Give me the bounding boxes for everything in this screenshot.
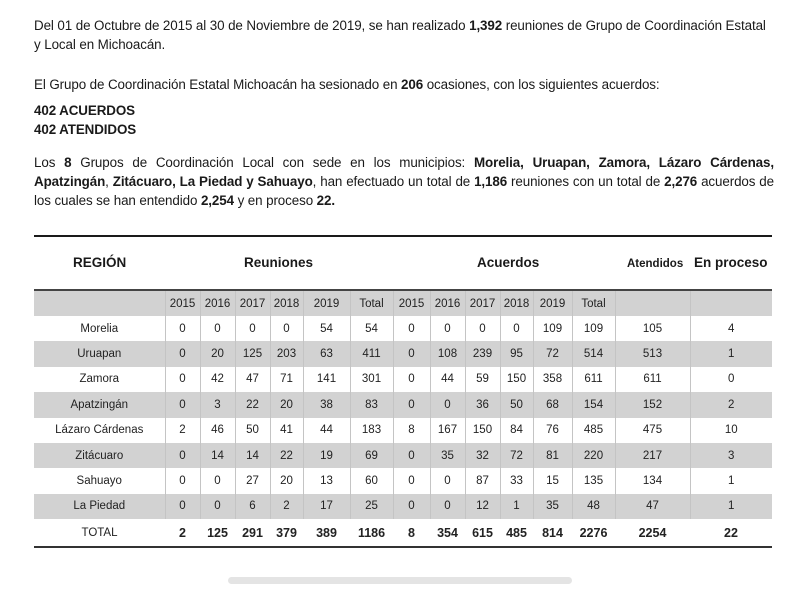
value-cell: 354 (430, 519, 465, 547)
value-cell: 0 (393, 468, 430, 493)
header-reuniones: Reuniones (244, 255, 314, 270)
value-cell: 20 (200, 341, 235, 366)
highlight-text: 2,276 (664, 174, 698, 189)
table-row (34, 316, 772, 341)
value-cell: 358 (533, 367, 572, 392)
value-cell: 14 (200, 443, 235, 468)
value-cell: 125 (235, 341, 270, 366)
value-cell: 84 (500, 418, 533, 443)
text: reuniones con un total de (507, 174, 665, 189)
region-cell: Zamora (34, 367, 165, 392)
value-cell: 0 (270, 316, 303, 341)
value-cell: 291 (235, 519, 270, 547)
value-cell: 36 (465, 392, 500, 417)
value-cell: 50 (500, 392, 533, 417)
value-cell: 2254 (615, 519, 690, 547)
value-cell: 2016 (430, 290, 465, 316)
highlight-text: Morelia, Uruapan, Zamora, Lázaro Cárdenas, Apatzingán (34, 155, 774, 189)
value-cell: 0 (500, 316, 533, 341)
value-cell: 50 (235, 418, 270, 443)
value-cell: 0 (393, 443, 430, 468)
value-cell: 72 (500, 443, 533, 468)
text: ocasiones, con los siguientes acuerdos: (423, 77, 660, 92)
value-cell: 83 (350, 392, 393, 417)
value-cell: 4 (690, 316, 772, 341)
value-cell: 2 (165, 519, 200, 547)
value-cell: 125 (200, 519, 235, 547)
table-subheader-row (34, 290, 772, 316)
value-cell: 411 (350, 341, 393, 366)
value-cell: 0 (165, 443, 200, 468)
acuerdos-count: 402 ACUERDOS (34, 103, 135, 118)
value-cell: 33 (500, 468, 533, 493)
value-cell: 47 (235, 367, 270, 392)
text: Los (34, 155, 65, 170)
value-cell: 0 (430, 468, 465, 493)
value-cell: 301 (350, 367, 393, 392)
value-cell: 81 (533, 443, 572, 468)
value-cell: 0 (430, 392, 465, 417)
value-cell: 76 (533, 418, 572, 443)
value-cell: 108 (430, 341, 465, 366)
region-cell: Uruapan (34, 341, 165, 366)
intro-paragraph-total-meetings (34, 16, 774, 54)
value-cell: 514 (572, 341, 615, 366)
value-cell: 0 (393, 367, 430, 392)
value-cell: 13 (303, 468, 350, 493)
value-cell: 44 (430, 367, 465, 392)
value-cell: 2018 (270, 290, 303, 316)
value-cell: 2016 (200, 290, 235, 316)
value-cell: 44 (303, 418, 350, 443)
table-row (34, 494, 772, 519)
text: Grupos de Coordinación Local con sede en los municipios: (71, 155, 474, 170)
value-cell: 8 (393, 519, 430, 547)
value-cell: 15 (533, 468, 572, 493)
value-cell: 42 (200, 367, 235, 392)
value-cell: 6 (235, 494, 270, 519)
value-cell: 54 (303, 316, 350, 341)
region-cell: Lázaro Cárdenas (34, 418, 165, 443)
header-atendidos: Atendidos (627, 258, 684, 270)
table-row (34, 341, 772, 366)
value-cell: 1 (690, 341, 772, 366)
horizontal-scrollbar[interactable] (228, 577, 572, 584)
value-cell: 239 (465, 341, 500, 366)
region-cell: La Piedad (34, 494, 165, 519)
text: reuniones de Grupo de Coordinación Estatal y Local en Michoacán. (34, 18, 766, 52)
total-meetings-value: 1,392 (469, 18, 503, 33)
value-cell: 8 (393, 418, 430, 443)
value-cell: 1 (690, 494, 772, 519)
region-cell: TOTAL (34, 519, 165, 547)
value-cell: 105 (615, 316, 690, 341)
value-cell: 2017 (235, 290, 270, 316)
value-cell: 2015 (393, 290, 430, 316)
value-cell: 513 (615, 341, 690, 366)
value-cell: 25 (350, 494, 393, 519)
value-cell: 150 (465, 418, 500, 443)
value-cell: 14 (235, 443, 270, 468)
table-row (34, 443, 772, 468)
value-cell: 0 (430, 494, 465, 519)
value-cell: 152 (615, 392, 690, 417)
value-cell: 2 (165, 418, 200, 443)
value-cell: Total (350, 290, 393, 316)
value-cell: 814 (533, 519, 572, 547)
text: , (105, 174, 113, 189)
header-en-proceso: En proceso (694, 255, 768, 270)
text: El Grupo de Coordinación Estatal Michoacán ha sesionado en (34, 77, 402, 92)
value-cell: 2017 (465, 290, 500, 316)
value-cell: 0 (465, 316, 500, 341)
value-cell: 2018 (500, 290, 533, 316)
value-cell: 0 (393, 316, 430, 341)
text: acuerdos de los cuales se han entendido (34, 174, 774, 208)
state-agreements-summary (34, 101, 774, 139)
value-cell: 63 (303, 341, 350, 366)
value-cell: 60 (350, 468, 393, 493)
value-cell: 0 (165, 341, 200, 366)
value-cell: 1186 (350, 519, 393, 547)
value-cell: 48 (572, 494, 615, 519)
value-cell: 389 (303, 519, 350, 547)
value-cell: 0 (165, 316, 200, 341)
text: y en proceso (233, 193, 317, 208)
value-cell: 0 (165, 367, 200, 392)
value-cell: 1 (500, 494, 533, 519)
value-cell: 0 (430, 316, 465, 341)
value-cell: 475 (615, 418, 690, 443)
region-cell: Morelia (34, 316, 165, 341)
text: , han efectuado un total de (312, 174, 475, 189)
table-row (34, 367, 772, 392)
header-acuerdos: Acuerdos (477, 255, 540, 270)
value-cell: 0 (165, 468, 200, 493)
highlight-text: Zitácuaro, La Piedad y Sahuayo (112, 174, 313, 189)
highlight-text: 22. (316, 193, 335, 208)
table-row (34, 418, 772, 443)
value-cell: 485 (572, 418, 615, 443)
highlight-text: 1,186 (474, 174, 508, 189)
value-cell: 135 (572, 468, 615, 493)
value-cell: 0 (165, 494, 200, 519)
value-cell: 69 (350, 443, 393, 468)
value-cell: 0 (393, 341, 430, 366)
value-cell: 41 (270, 418, 303, 443)
value-cell: 203 (270, 341, 303, 366)
value-cell (690, 290, 772, 316)
text: Del 01 de Octubre de 2015 al 30 de Noviembre de 2019, se han realizado (34, 18, 470, 33)
value-cell: 95 (500, 341, 533, 366)
value-cell: 167 (430, 418, 465, 443)
value-cell: 2 (690, 392, 772, 417)
intro-paragraph-local-groups (34, 153, 774, 210)
table-total-row (34, 519, 772, 547)
value-cell: 217 (615, 443, 690, 468)
region-cell (34, 290, 165, 316)
value-cell: 611 (615, 367, 690, 392)
value-cell: 35 (430, 443, 465, 468)
value-cell: 0 (200, 316, 235, 341)
value-cell: 0 (393, 392, 430, 417)
regional-coordination-table (34, 289, 772, 548)
value-cell: 20 (270, 468, 303, 493)
value-cell: 59 (465, 367, 500, 392)
value-cell: 87 (465, 468, 500, 493)
value-cell: 47 (615, 494, 690, 519)
value-cell: 19 (303, 443, 350, 468)
value-cell: 485 (500, 519, 533, 547)
intro-paragraph-state-group (34, 75, 774, 94)
value-cell: 46 (200, 418, 235, 443)
table-row (34, 392, 772, 417)
value-cell: 10 (690, 418, 772, 443)
value-cell: 109 (533, 316, 572, 341)
value-cell: 22 (235, 392, 270, 417)
value-cell: 615 (465, 519, 500, 547)
value-cell: 2019 (533, 290, 572, 316)
value-cell: 0 (690, 367, 772, 392)
value-cell: 3 (200, 392, 235, 417)
value-cell: 109 (572, 316, 615, 341)
value-cell: 2276 (572, 519, 615, 547)
value-cell: 54 (350, 316, 393, 341)
value-cell: 35 (533, 494, 572, 519)
state-sessions-value: 206 (401, 77, 424, 92)
value-cell: 183 (350, 418, 393, 443)
highlight-text: 2,254 (200, 193, 234, 208)
region-cell: Zitácuaro (34, 443, 165, 468)
value-cell: 27 (235, 468, 270, 493)
value-cell: 0 (200, 494, 235, 519)
highlight-text: 8 (64, 155, 72, 170)
value-cell: 71 (270, 367, 303, 392)
value-cell: 2015 (165, 290, 200, 316)
value-cell: 0 (235, 316, 270, 341)
value-cell: 17 (303, 494, 350, 519)
value-cell: 1 (690, 468, 772, 493)
value-cell: 2019 (303, 290, 350, 316)
value-cell: 72 (533, 341, 572, 366)
value-cell: 32 (465, 443, 500, 468)
value-cell: Total (572, 290, 615, 316)
value-cell: 154 (572, 392, 615, 417)
atendidos-count: 402 ATENDIDOS (34, 122, 137, 137)
value-cell: 220 (572, 443, 615, 468)
header-region: REGIÓN (73, 255, 127, 270)
value-cell: 20 (270, 392, 303, 417)
region-cell: Sahuayo (34, 468, 165, 493)
value-cell (615, 290, 690, 316)
value-cell: 12 (465, 494, 500, 519)
value-cell: 134 (615, 468, 690, 493)
table-top-rule (34, 235, 772, 237)
value-cell: 150 (500, 367, 533, 392)
value-cell: 0 (200, 468, 235, 493)
table-row (34, 468, 772, 493)
value-cell: 141 (303, 367, 350, 392)
region-cell: Apatzingán (34, 392, 165, 417)
value-cell: 0 (393, 494, 430, 519)
value-cell: 611 (572, 367, 615, 392)
value-cell: 22 (690, 519, 772, 547)
value-cell: 68 (533, 392, 572, 417)
value-cell: 379 (270, 519, 303, 547)
value-cell: 22 (270, 443, 303, 468)
value-cell: 38 (303, 392, 350, 417)
value-cell: 3 (690, 443, 772, 468)
value-cell: 0 (165, 392, 200, 417)
value-cell: 2 (270, 494, 303, 519)
